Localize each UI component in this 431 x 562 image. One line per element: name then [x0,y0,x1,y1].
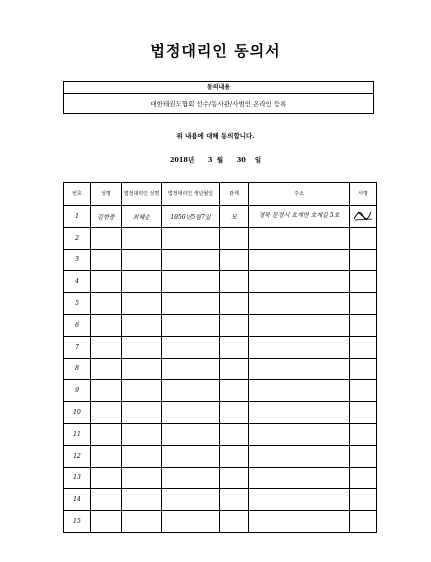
date-month: 3 [207,156,213,164]
table-row [64,511,377,533]
row-address [249,467,350,489]
row-guardian-name [122,293,162,315]
row-signature [350,249,377,271]
table-row [64,402,377,424]
row-number: 11 [64,423,91,445]
table-row [64,271,377,293]
row-guardian-birth [162,467,220,489]
date-line [0,155,431,164]
row-relation [220,489,249,511]
table-row [64,380,377,402]
row-relation [220,249,249,271]
row-guardian-name [122,423,162,445]
row-name [91,293,122,315]
table-row [64,358,377,380]
signature-mark [352,208,374,222]
date-year: 2018년 [169,156,195,164]
row-guardian-name [122,358,162,380]
row-relation [220,445,249,467]
row-relation [220,402,249,424]
table-header-row [64,183,377,206]
row-guardian-name [122,467,162,489]
row-name [91,511,122,533]
row-guardian-birth [162,314,220,336]
row-name [91,423,122,445]
row-address [249,271,350,293]
header-relation: 관계 [220,183,249,206]
row-guardian-birth [162,358,220,380]
row-name [91,358,122,380]
row-number: 1 [64,206,91,228]
row-signature [350,402,377,424]
header-number: 번호 [64,183,91,206]
row-name [91,467,122,489]
table-row [64,445,377,467]
row-guardian-name [122,511,162,533]
row-name [91,402,122,424]
row-name [91,227,122,249]
row-guardian-birth [162,511,220,533]
row-address [249,293,350,315]
consent-header: 동의내용 [64,82,373,94]
row-relation [220,358,249,380]
row-guardian-birth [162,227,220,249]
row-number: 3 [64,249,91,271]
row-address [249,380,350,402]
table-row [64,467,377,489]
row-guardian-name [122,227,162,249]
row-relation [220,227,249,249]
table-row [64,227,377,249]
table-row [64,423,377,445]
row-address [249,489,350,511]
row-signature [350,511,377,533]
row-name [91,314,122,336]
row-guardian-birth [162,380,220,402]
consent-body: 대한테권도협회 선수/동사관/사범인 온라인 등록 [150,100,287,108]
row-address [249,423,350,445]
row-guardian-birth [162,445,220,467]
row-address [249,511,350,533]
row-name [91,249,122,271]
row-relation: 모 [220,206,249,228]
row-guardian-birth [162,489,220,511]
row-relation [220,380,249,402]
table-row [64,249,377,271]
table-row [64,314,377,336]
agreement-statement: 위 내용에 대해 동의합니다. [176,132,255,140]
header-guardian-birth: 법정대리인 생년월일 [162,183,220,206]
header-address: 주소 [249,183,350,206]
row-signature [350,227,377,249]
row-address [249,336,350,358]
row-name [91,380,122,402]
row-relation [220,336,249,358]
consent-box [63,81,374,114]
date-month-unit: 월 [216,156,224,164]
row-number: 4 [64,271,91,293]
row-guardian-birth [162,336,220,358]
row-address [249,445,350,467]
row-signature [350,445,377,467]
row-guardian-name [122,489,162,511]
row-address [249,227,350,249]
row-number: 7 [64,336,91,358]
row-address [249,402,350,424]
row-signature [350,489,377,511]
row-signature [350,206,377,228]
row-guardian-birth: 1956년5월7일 [162,206,220,228]
row-address: 경북 문경시 호계면 호계길 5호 [249,206,350,228]
row-guardian-birth [162,271,220,293]
header-signature: 서명 [350,183,377,206]
row-signature [350,358,377,380]
row-guardian-name [122,402,162,424]
row-signature [350,423,377,445]
date-day: 30 [236,156,246,164]
row-guardian-birth [162,249,220,271]
row-number: 14 [64,489,91,511]
row-signature [350,336,377,358]
row-number: 5 [64,293,91,315]
row-guardian-birth [162,423,220,445]
row-guardian-name [122,271,162,293]
row-guardian-name [122,314,162,336]
row-address [249,358,350,380]
row-guardian-name [122,380,162,402]
row-name [91,336,122,358]
row-name: 김현중 [91,206,122,228]
row-number: 12 [64,445,91,467]
row-relation [220,511,249,533]
row-signature [350,314,377,336]
row-guardian-birth [162,293,220,315]
row-signature [350,467,377,489]
row-relation [220,423,249,445]
row-number: 6 [64,314,91,336]
row-signature [350,271,377,293]
table-row [64,336,377,358]
guardian-table [63,182,377,533]
row-number: 8 [64,358,91,380]
table-row [64,489,377,511]
row-signature [350,293,377,315]
row-guardian-name [122,249,162,271]
row-number: 13 [64,467,91,489]
row-address [249,249,350,271]
page-title: 법정대리인 동의서 [150,42,281,60]
header-name: 성명 [91,183,122,206]
row-number: 15 [64,511,91,533]
row-guardian-birth [162,402,220,424]
header-guardian-name: 법정대리인 성명 [122,183,162,206]
row-address [249,314,350,336]
row-guardian-name: 최혜순 [122,206,162,228]
table-row [64,293,377,315]
row-relation [220,467,249,489]
row-number: 2 [64,227,91,249]
row-name [91,489,122,511]
row-guardian-name [122,445,162,467]
row-relation [220,314,249,336]
row-guardian-name [122,336,162,358]
date-day-unit: 일 [254,156,262,164]
table-row [64,206,377,228]
row-name [91,445,122,467]
row-signature [350,380,377,402]
row-name [91,271,122,293]
row-number: 10 [64,402,91,424]
row-number: 9 [64,380,91,402]
row-relation [220,293,249,315]
row-relation [220,271,249,293]
